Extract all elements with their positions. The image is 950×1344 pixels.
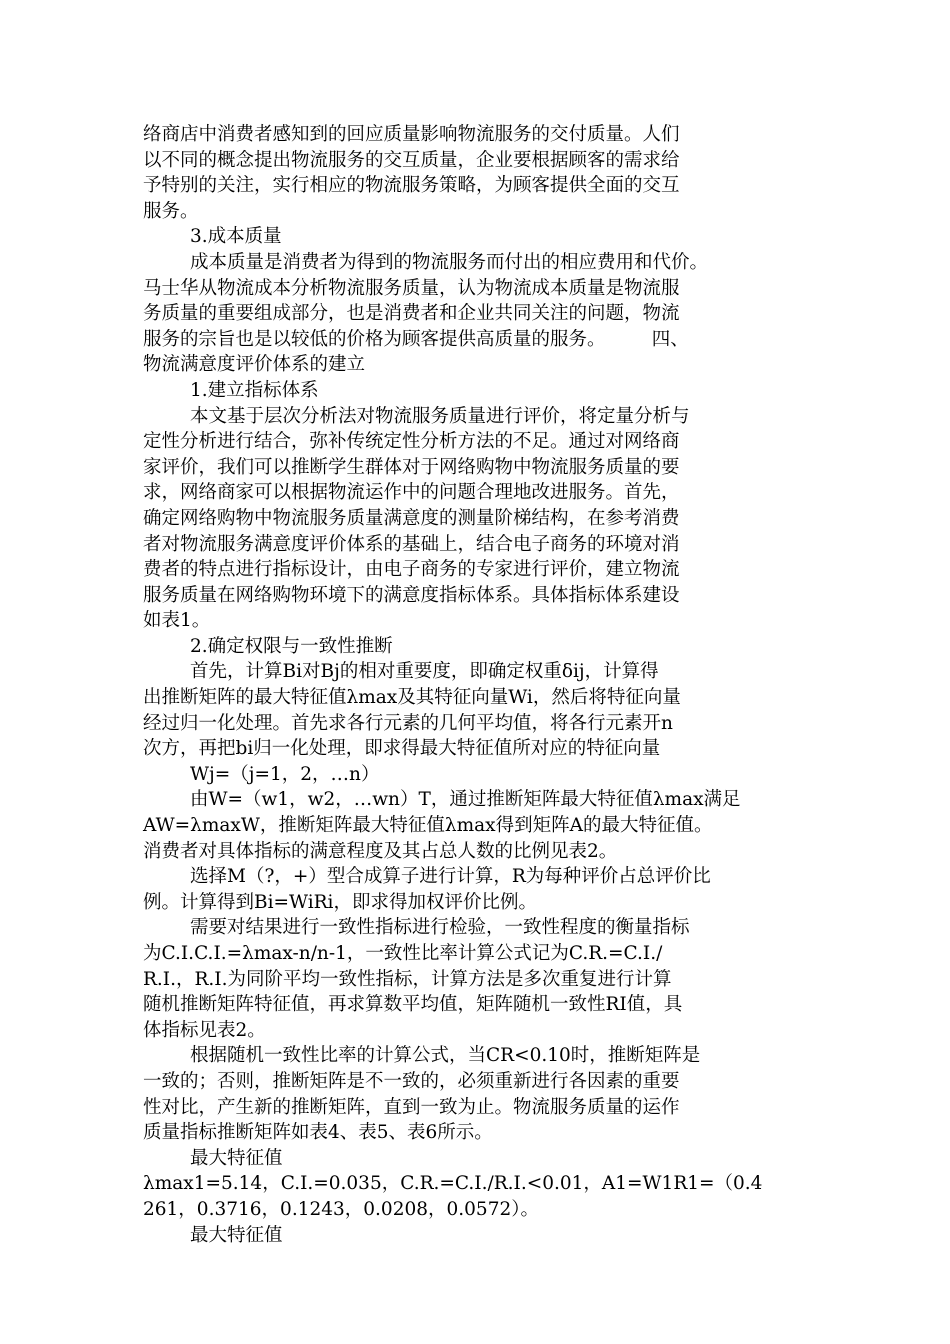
text-line: 求，网络商家可以根据物流运作中的问题合理地改进服务。首先，: [143, 482, 680, 504]
paragraph-start-line: 需要对结果进行一致性指标进行检验，一致性程度的衡量指标: [190, 917, 690, 939]
text-line: 物流满意度评价体系的建立: [143, 354, 366, 376]
text-line: R.I.，R.I.为同阶平均一致性指标，计算方法是多次重复进行计算: [143, 968, 672, 990]
paragraph-start-line: 2.确定权限与一致性推断: [190, 635, 393, 657]
text-line: 出推断矩阵的最大特征值λmax及其特征向量Wi，然后将特征向量: [143, 687, 681, 709]
text-line: 经过归一化处理。首先求各行元素的几何平均值，将各行元素开n: [143, 712, 673, 734]
text-line: 费者的特点进行指标设计，由电子商务的专家进行评价，建立物流: [143, 559, 680, 581]
paragraph-start-line: 选择M（?，+）型合成算子进行计算，R为每种评价占总评价比: [190, 866, 711, 888]
paragraph-start-line: 首先，计算Bi对Bj的相对重要度，即确定权重δij，计算得: [190, 661, 659, 683]
text-line: 为C.I.C.I.=λmax-n/n-1，一致性比率计算公式记为C.R.=C.I./: [143, 943, 663, 964]
text-line: 定性分析进行结合，弥补传统定性分析方法的不足。通过对网络商: [143, 431, 680, 453]
text-line: 者对物流服务满意度评价体系的基础上，结合电子商务的环境对消: [143, 533, 680, 555]
text-line: λmax1=5.14，C.I.=0.035，C.R.=C.I./R.I.<0.01，A1=W1R1=（0.4: [143, 1173, 763, 1195]
document-page: [143, 122, 808, 1248]
text-line: 例。计算得到Bi=WiRi，即求得加权评价比例。: [143, 891, 537, 913]
text-line: 家评价，我们可以推断学生群体对于网络购物中物流服务质量的要: [143, 456, 680, 478]
text-line: 如表1。: [143, 610, 211, 632]
text-line: 络商店中消费者感知到的回应质量影响物流服务的交付质量。人们: [143, 124, 680, 145]
text-line: AW=λmaxW，推断矩阵最大特征值λmax得到矩阵A的最大特征值。: [143, 815, 713, 837]
paragraph-start-line: 本文基于层次分析法对物流服务质量进行评价，将定量分析与: [190, 405, 690, 427]
text-line: 一致的；否则，推断矩阵是不一致的，必须重新进行各因素的重要: [143, 1070, 680, 1092]
paragraph-start-line: 根据随机一致性比率的计算公式，当CR<0.10时，推断矩阵是: [190, 1045, 701, 1067]
text-line: 消费者对具体指标的满意程度及其占总人数的比例见表2。: [143, 840, 618, 862]
paragraph-start-line: 3.成本质量: [190, 226, 282, 248]
paragraph-start-line: 最大特征值: [190, 1224, 283, 1246]
text-line: 服务的宗旨也是以较低的价格为顾客提供高质量的服务。 四、: [143, 328, 689, 350]
text-line: 马士华从物流成本分析物流服务质量，认为物流成本质量是物流服: [143, 277, 680, 299]
text-line: 261，0.3716，0.1243，0.0208，0.0572）。: [143, 1198, 539, 1220]
text-line: 性对比，产生新的推断矩阵，直到一致为止。物流服务质量的运作: [143, 1096, 680, 1118]
text-line: 服务。: [143, 200, 199, 222]
text-line: 务质量的重要组成部分，也是消费者和企业共同关注的问题，物流: [143, 303, 680, 325]
text-line: 予特别的关注，实行相应的物流服务策略，为顾客提供全面的交互: [143, 175, 680, 197]
text-line: 随机推断矩阵特征值，再求算数平均值，矩阵随机一致性RI值，具: [143, 994, 683, 1016]
text-line: 以不同的概念提出物流服务的交互质量，企业要根据顾客的需求给: [143, 149, 680, 171]
paragraph-start-line: 成本质量是消费者为得到的物流服务而付出的相应费用和代价。: [190, 251, 709, 273]
paragraph-start-line: 由W=（w1，w2，…wn）T，通过推断矩阵最大特征值λmax满足: [190, 789, 741, 811]
paragraph-start-line: 最大特征值: [190, 1147, 283, 1169]
text-line: 确定网络购物中物流服务质量满意度的测量阶梯结构，在参考消费: [143, 507, 680, 529]
paragraph-start-line: Wj=（j=1，2，…n）: [190, 763, 380, 785]
text-line: 体指标见表2。: [143, 1019, 266, 1041]
text-line: 质量指标推断矩阵如表4、表5、表6所示。: [143, 1122, 493, 1144]
text-line: 服务质量在网络购物环境下的满意度指标体系。具体指标体系建设: [143, 584, 680, 606]
text-line: 次方，再把bi归一化处理，即求得最大特征值所对应的特征向量: [143, 738, 661, 760]
paragraph-start-line: 1.建立指标体系: [190, 379, 319, 401]
